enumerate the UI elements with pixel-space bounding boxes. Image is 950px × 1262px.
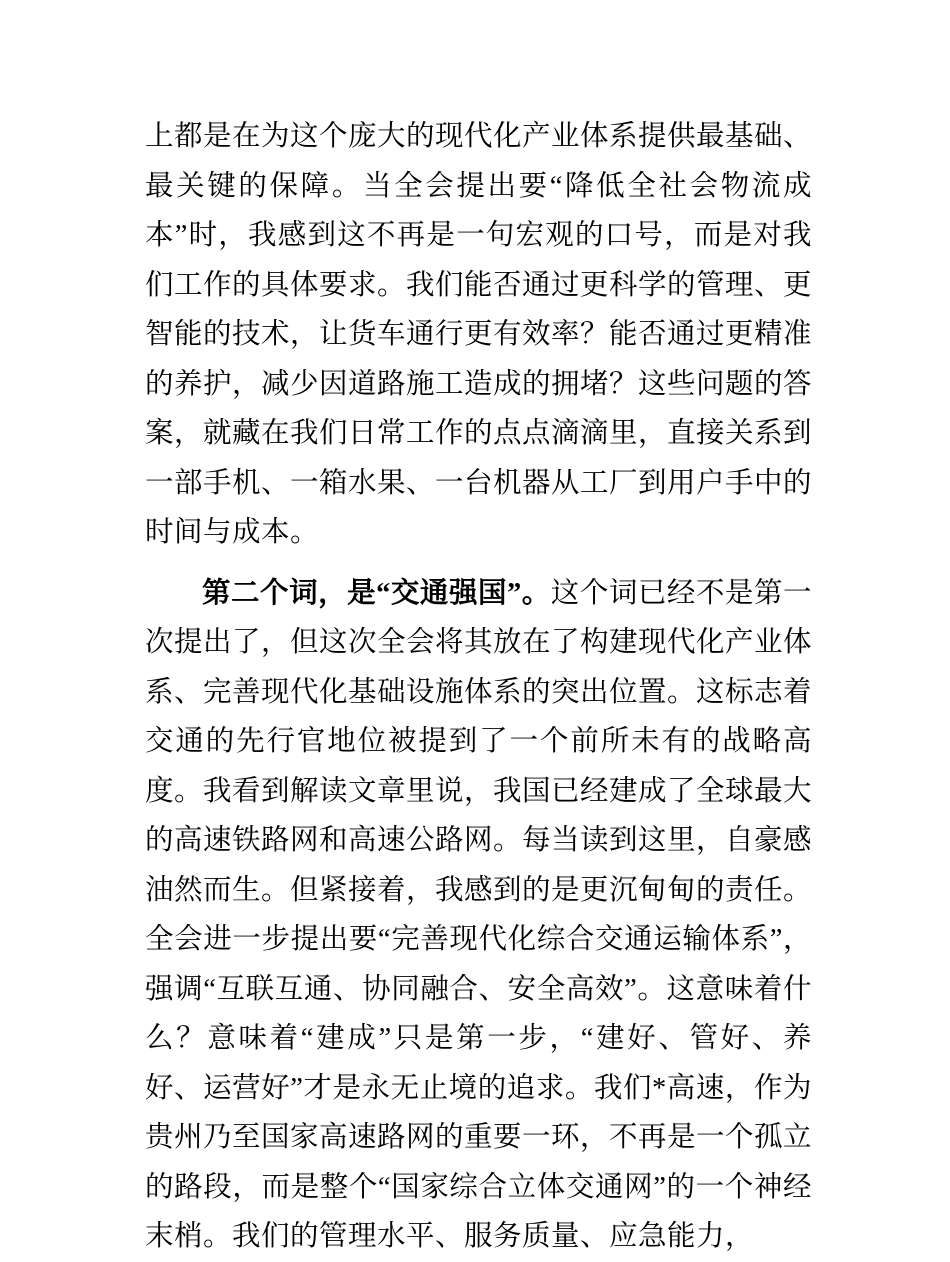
- paragraph-1-text: 上都是在为这个庞大的现代化产业体系提供最基础、最关键的保障。当全会提出要“降低全社会物流成本”时，我感到这不再是一句宏观的口号，而是对我们工作的具体要求。我们能否通过更科学的管理、更智能的技术，让货车通行更有效率？能否通过更精准的养护，减少因道路施工造成的拥堵？这些问题的答案，就藏在我们日常工作的点点滴滴里，直接关系到一部手机、一箱水果、一台机器从工厂到用户手中的时间与成本。: [145, 121, 813, 548]
- paragraph-2-text: 这个词已经不是第一次提出了，但这次全会将其放在了构建现代化产业体系、完善现代化基础设施体系的突出位置。这标志着交通的先行官地位被提到了一个前所未有的战略高度。我看到解读文章里说，我国已经建成了全球最大的高速铁路网和高速公路网。每当读到这里，自豪感油然而生。但紧接着，我感到的是更沉甸甸的责任。全会进一步提出要“完善现代化综合交通运输体系”，强调“互联互通、协同融合、安全高效”。这意味着什么？意味着“建成”只是第一步，“建好、管好、养好、运营好”才是永无止境的追求。我们*高速，作为贵州乃至国家高速路网的重要一环，不再是一个孤立的路段，而是整个“国家综合立体交通网”的一个神经末梢。我们的管理水平、服务质量、应急能力，: [145, 577, 813, 1252]
- paragraph-1: [145, 112, 812, 558]
- paragraph-2: [145, 569, 812, 1262]
- paragraph-2-bold-lead: 第二个词，是“交通强国”。: [202, 577, 551, 609]
